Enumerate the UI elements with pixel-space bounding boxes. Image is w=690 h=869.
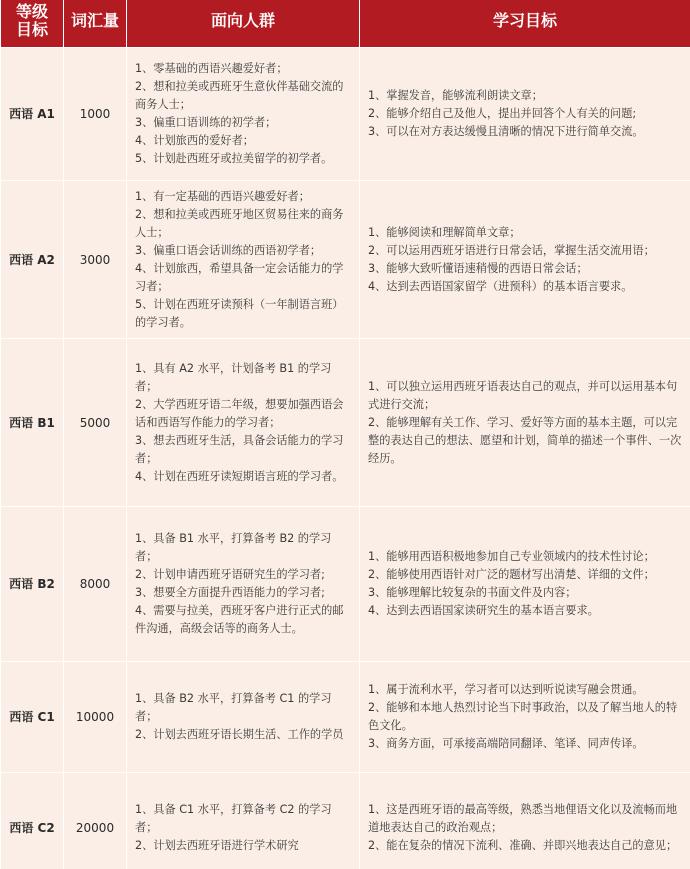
goal-item: 1、能够用西语积极地参加自己专业领域内的技术性讨论； (368, 550, 655, 563)
goals-cell (360, 48, 690, 181)
goals-cell (360, 662, 690, 773)
audience-cell (127, 773, 360, 869)
goal-item: 3、可以在对方表达缓慢且清晰的情况下进行简单交流。 (368, 125, 644, 138)
level-cell: 西语 C2 (1, 773, 64, 869)
vocab-cell: 8000 (64, 507, 127, 662)
vocab-cell: 5000 (64, 339, 127, 507)
goal-item: 1、可以独立运用西班牙语表达自己的观点，并可以运用基本句式进行交流； (368, 379, 678, 411)
header-goals: 学习目标 (360, 0, 690, 48)
goal-item: 3、能够理解比较复杂的书面文件及内容； (368, 586, 577, 599)
audience-item: 1、具备 B2 水平，打算备考 C1 的学习者； (135, 692, 332, 723)
goal-item: 2、能够和本地人热烈讨论当下时事政治，以及了解当地人的特色文化。 (368, 701, 678, 732)
audience-cell (127, 48, 360, 181)
vocab-cell: 1000 (64, 48, 127, 181)
goals-cell (360, 507, 690, 662)
audience-item: 4、需要与拉美，西班牙客户进行正式的邮件沟通，高级会话等的商务人士。 (135, 604, 344, 635)
header-audience: 面向人群 (127, 0, 360, 48)
level-cell: 西语 C1 (1, 662, 64, 773)
goals-cell (360, 181, 690, 339)
audience-item: 2、计划去西班牙语进行学术研究 (135, 838, 299, 852)
audience-item: 1、具有 A2 水平，计划备考 B1 的学习者； (135, 361, 332, 393)
level-cell: 西语 A1 (1, 48, 64, 181)
audience-item: 1、有一定基础的西语兴趣爱好者； (135, 189, 310, 203)
table-row-c2 (1, 773, 690, 869)
goal-item: 1、掌握发音，能够流利朗读文章； (368, 89, 543, 102)
audience-cell (127, 507, 360, 662)
audience-item: 2、计划去西班牙语长期生活、工作的学员 (135, 728, 344, 741)
level-cell: 西语 B2 (1, 507, 64, 662)
vocab-cell: 3000 (64, 181, 127, 339)
audience-item: 2、大学西班牙语二年级，想要加强西语会话和西语写作能力的学习者； (135, 397, 344, 429)
table-row-a2 (1, 181, 690, 339)
vocab-cell: 10000 (64, 662, 127, 773)
audience-item: 1、具备 B1 水平，打算备考 B2 的学习者； (135, 532, 332, 563)
audience-item: 2、想和拉美或西班牙地区贸易往来的商务人士； (135, 207, 344, 239)
goal-item: 3、商务方面，可承接高端陪同翻译、笔译、同声传译。 (368, 737, 644, 750)
audience-item: 1、零基础的西语兴趣爱好者； (135, 62, 288, 75)
audience-item: 3、偏重口语训练的初学者； (135, 116, 277, 129)
goal-item: 2、能在复杂的情况下流利、准确、并即兴地表达自己的意见； (368, 838, 678, 852)
header-vocab: 词汇量 (64, 0, 127, 48)
table-row-b2 (1, 507, 690, 662)
audience-item: 2、计划申请西班牙语研究生的学习者; (135, 568, 325, 581)
audience-item: 3、想要全方面提升西语能力的学习者; (135, 586, 325, 599)
goal-item: 4、达到去西语国家留学（进预科）的基本语言要求。 (368, 279, 633, 293)
goal-item: 1、属于流利水平，学习者可以达到听说读写融会贯通。 (368, 683, 644, 696)
goals-cell (360, 339, 690, 507)
header-level: 等级 目标 (1, 0, 64, 48)
audience-item: 3、想去西班牙生活，具备会话能力的学习者； (135, 433, 344, 465)
vocab-cell: 20000 (64, 773, 127, 869)
table-row-c1 (1, 662, 690, 773)
audience-item: 5、计划在西班牙读预科（一年制语言班）的学习者。 (135, 297, 344, 329)
level-cell: 西语 B1 (1, 339, 64, 507)
goal-item: 2、可以运用西班牙语进行日常会话，掌握生活交流用语； (368, 243, 655, 257)
audience-item: 2、想和拉美或西班牙生意伙伴基础交流的商务人士； (135, 80, 344, 111)
goal-item: 4、达到去西语国家读研究生的基本语言要求。 (368, 604, 599, 617)
audience-cell (127, 181, 360, 339)
table-header (1, 0, 690, 48)
audience-item: 4、计划在西班牙读短期语言班的学习者。 (135, 469, 344, 483)
header-row (1, 0, 690, 48)
audience-item: 5、计划赴西班牙或拉美留学的初学者。 (135, 152, 333, 165)
goal-item: 1、这是西班牙语的最高等级，熟悉当地俚语文化以及流畅而地道地表达自己的政治观点； (368, 802, 678, 834)
goals-cell (360, 773, 690, 869)
audience-item: 4、计划旅西，希望具备一定会话能力的学习者； (135, 261, 344, 293)
goal-item: 2、能够介绍自己及他人，提出并回答个人有关的问题; (368, 107, 637, 120)
goal-item: 2、能够使用西语针对广泛的题材写出清楚、详细的文件； (368, 568, 655, 581)
audience-item: 3、偏重口语会话训练的西语初学者； (135, 243, 322, 257)
audience-item: 4、计划旅西的爱好者； (135, 134, 254, 147)
goal-item: 1、能够阅读和理解简单文章； (368, 225, 521, 239)
table-row-b1 (1, 339, 690, 507)
audience-item: 1、具备 C1 水平，打算备考 C2 的学习者； (135, 802, 332, 834)
level-cell: 西语 A2 (1, 181, 64, 339)
audience-cell (127, 339, 360, 507)
goal-item: 2、能够理解有关工作、学习、爱好等方面的基本主题，可以完整的表达自己的想法、愿望和计划，简单的描述一个事件、一次经历。 (368, 415, 682, 465)
goal-item: 3、能够大致听懂语速稍慢的西语日常会话； (368, 261, 588, 275)
audience-cell (127, 662, 360, 773)
table-row-a1 (1, 48, 690, 181)
table-body (1, 48, 690, 869)
